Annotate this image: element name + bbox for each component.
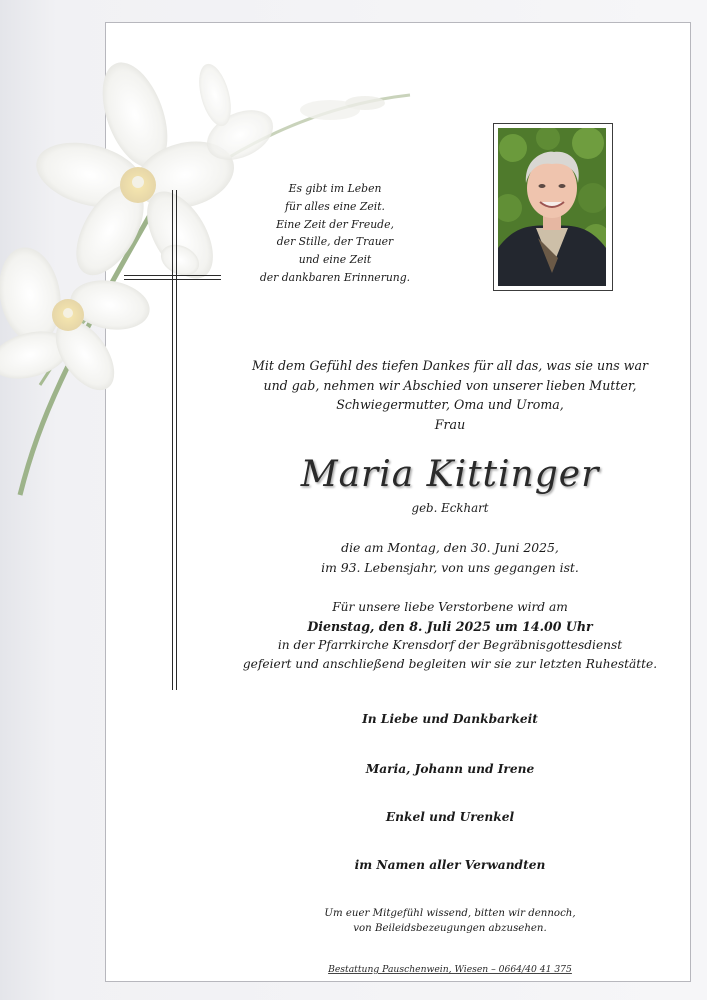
poem-line: und eine Zeit (298, 253, 372, 267)
poem (235, 180, 435, 287)
orchid-flower-lower (0, 243, 154, 401)
service-line: Für unsere liebe Verstorbene wird am (332, 600, 568, 614)
signature-line (230, 857, 670, 873)
signature-line (230, 711, 670, 727)
signature-text: Enkel und Urenkel (385, 810, 515, 824)
signature-text: im Namen aller Verwandten (354, 858, 546, 872)
cross-vertical-line (176, 190, 177, 690)
poem-line: Es gibt im Leben (288, 182, 382, 195)
service-line: gefeiert und anschließend begleiten wir sie zur letzten Ruhestätte. (242, 657, 658, 671)
intro-line: Frau (434, 416, 466, 432)
intro-line: und gab, nehmen wir Abschied von unserer lieben Mutter, (263, 377, 637, 393)
maiden-name-text: geb. Eckhart (411, 501, 489, 515)
cross-horizontal-line (124, 275, 221, 276)
note-line: von Beileidsbezeugungen abzusehen. (353, 923, 547, 934)
note-line: Um euer Mitgefühl wissend, bitten wir dennoch, (324, 908, 576, 919)
cross-horizontal-line (124, 279, 221, 280)
deceased-name: Maria Kittinger (300, 454, 600, 495)
death-info (230, 538, 670, 578)
signature-line (230, 809, 670, 825)
footer-text: Bestattung Pauschenwein, Wiesen – 0664/40 41 375 (328, 964, 572, 975)
signature-text: Maria, Johann und Irene (365, 762, 535, 776)
service-date-time: Dienstag, den 8. Juli 2025 um 14.00 Uhr (307, 619, 593, 634)
intro-text (230, 356, 670, 434)
portrait-photo (498, 128, 606, 286)
service-line: in der Pfarrkirche Krensdorf der Begräbnisgottesdienst (277, 638, 623, 652)
funeral-home-footer (230, 964, 670, 975)
signature-text: In Liebe und Dankbarkeit (362, 712, 538, 726)
service-info (230, 598, 670, 674)
condolence-note (230, 906, 670, 936)
intro-line: Mit dem Gefühl des tiefen Dankes für all das, was sie uns war (252, 358, 648, 373)
poem-line: der Stille, der Trauer (276, 235, 394, 249)
death-line: die am Montag, den 30. Juni 2025, (341, 540, 559, 555)
cross-vertical-line (172, 190, 173, 690)
maiden-name (230, 500, 670, 516)
signature-line (230, 761, 670, 777)
portrait-photo-frame (493, 123, 613, 291)
poem-line: für alles eine Zeit. (285, 199, 385, 213)
poem-line: der dankbaren Erinnerung. (259, 270, 411, 284)
orchid-flower-right (193, 60, 385, 169)
poem-line: Eine Zeit der Freude, (276, 217, 394, 231)
intro-line: Schwiegermutter, Oma und Uroma, (336, 397, 564, 412)
death-line: im 93. Lebensjahr, von uns gegangen ist. (321, 560, 579, 575)
